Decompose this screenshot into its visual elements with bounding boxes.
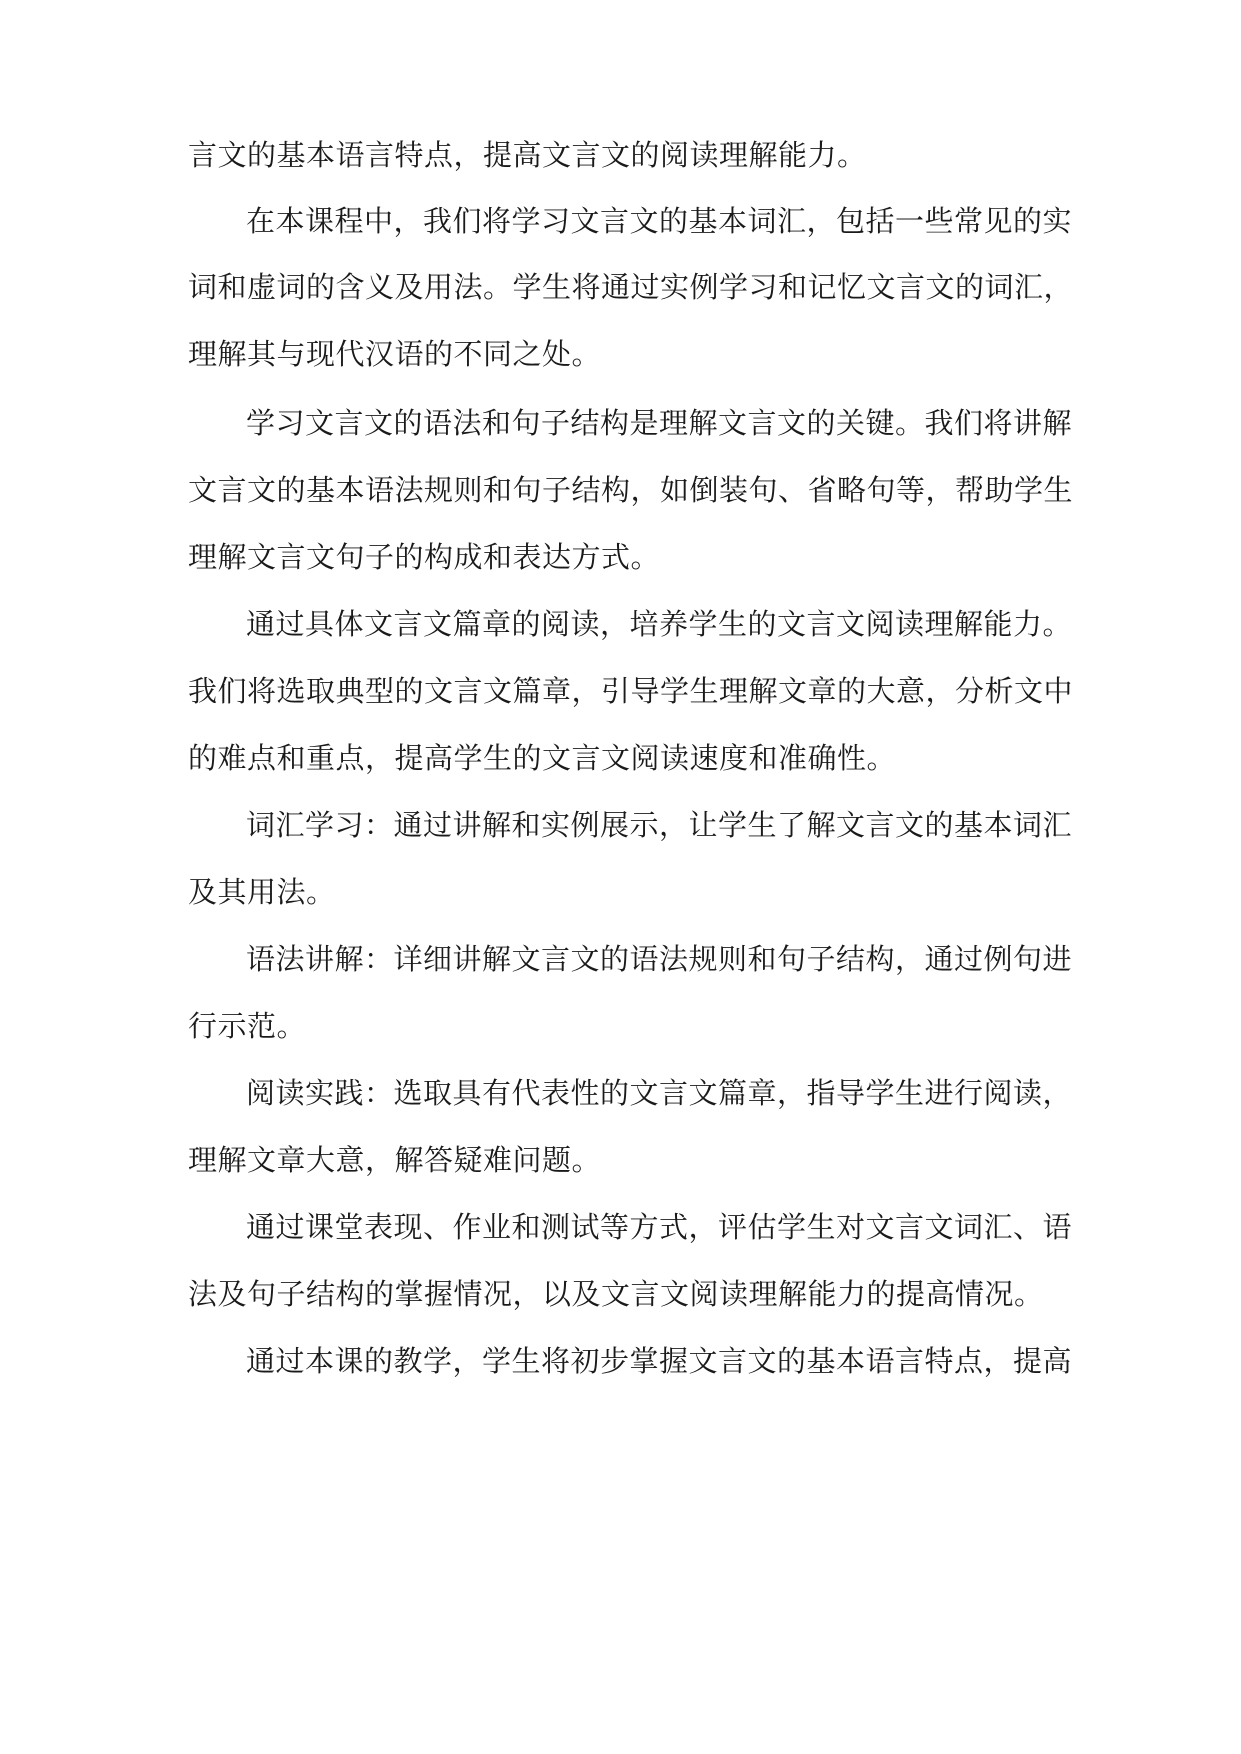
text-line: 法及句子结构的掌握情况，以及文言文阅读理解能力的提高情况。 xyxy=(188,1277,1044,1311)
text-line: 学习文言文的语法和句子结构是理解文言文的关键。我们将讲解 xyxy=(246,406,1073,440)
text-line: 的难点和重点，提高学生的文言文阅读速度和准确性。 xyxy=(188,741,897,775)
text-line: 理解文言文句子的构成和表达方式。 xyxy=(188,540,661,574)
text-line: 文言文的基本语法规则和句子结构，如倒装句、省略句等，帮助学生 xyxy=(188,473,1074,507)
text-line: 阅读实践：选取具有代表性的文言文篇章，指导学生进行阅读， xyxy=(246,1076,1073,1110)
text-line: 词汇学习：通过讲解和实例展示，让学生了解文言文的基本词汇 xyxy=(246,808,1073,842)
text-line: 词和虚词的含义及用法。学生将通过实例学习和记忆文言文的词汇， xyxy=(188,270,1074,304)
text-line: 行示范。 xyxy=(188,1009,307,1043)
text-line: 理解文章大意，解答疑难问题。 xyxy=(188,1143,602,1177)
text-line: 通过本课的教学，学生将初步掌握文言文的基本语言特点，提高 xyxy=(246,1344,1073,1378)
text-line: 言文的基本语言特点，提高文言文的阅读理解能力。 xyxy=(188,138,867,172)
text-line: 我们将选取典型的文言文篇章，引导学生理解文章的大意，分析文中 xyxy=(188,674,1074,708)
text-line: 及其用法。 xyxy=(188,875,336,909)
text-line: 通过具体文言文篇章的阅读，培养学生的文言文阅读理解能力。 xyxy=(246,607,1073,641)
text-line: 理解其与现代汉语的不同之处。 xyxy=(188,337,602,371)
text-line: 语法讲解：详细讲解文言文的语法规则和句子结构，通过例句进 xyxy=(246,942,1073,976)
text-line: 在本课程中，我们将学习文言文的基本词汇，包括一些常见的实 xyxy=(246,204,1073,238)
text-line: 通过课堂表现、作业和测试等方式，评估学生对文言文词汇、语 xyxy=(246,1210,1073,1244)
